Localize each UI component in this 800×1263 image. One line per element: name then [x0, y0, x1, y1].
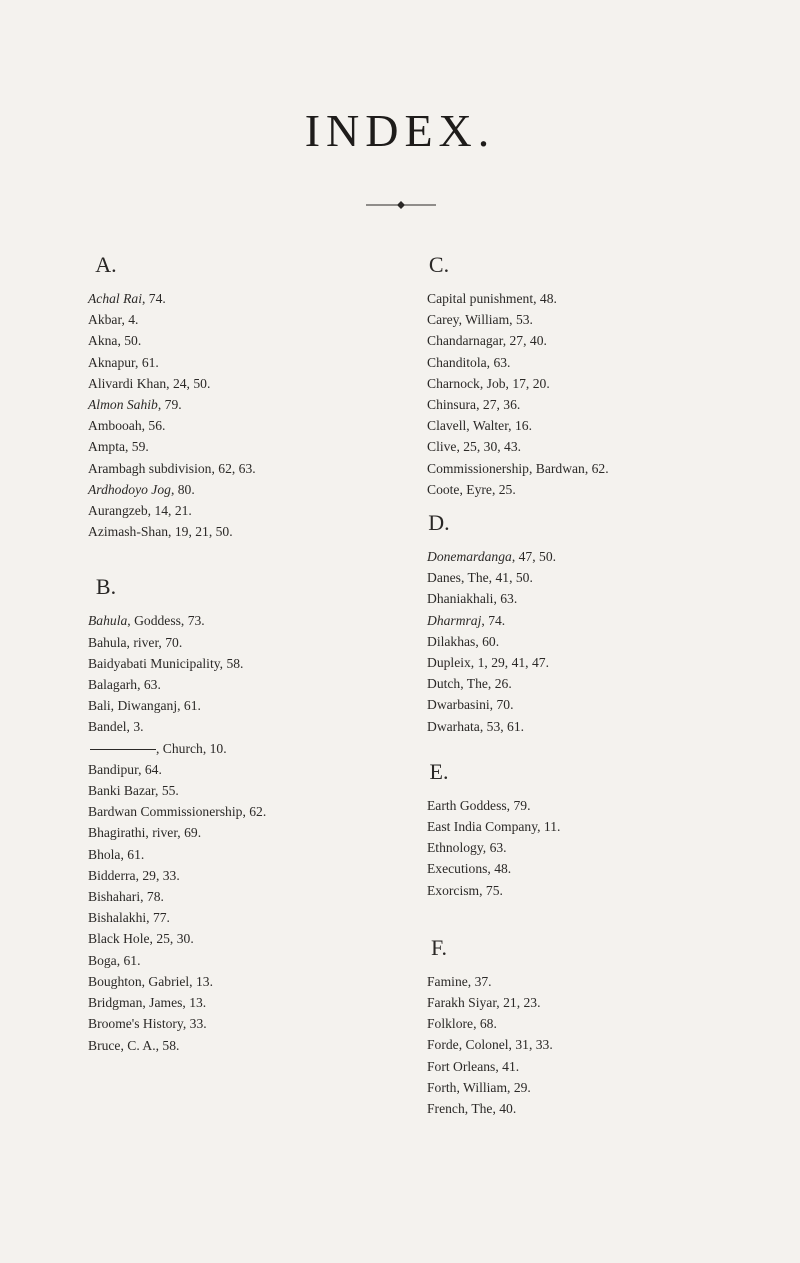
- index-entry: Ethnology, 63.: [427, 840, 507, 856]
- entry-pages: Diwanganj, 61.: [117, 698, 201, 714]
- entry-term: Dwarbasini: [427, 697, 490, 713]
- page-title: INDEX.: [304, 105, 496, 156]
- section-letter-e: E.: [429, 758, 449, 784]
- entry-term: Black Hole: [88, 931, 150, 947]
- section-f: [427, 933, 787, 1119]
- entry-term: Baidyabati Municipality: [88, 655, 220, 671]
- entry-term: Bruce: [88, 1037, 121, 1053]
- entry-term: Charnock: [427, 375, 480, 391]
- entry-term: Bali: [88, 698, 111, 714]
- section-a-entries: [88, 288, 448, 542]
- entry-pages: 64.: [144, 761, 162, 777]
- index-entry: Folklore, 68.: [427, 1016, 497, 1032]
- entry-term: Clive: [427, 439, 457, 455]
- entry-term: Akna: [88, 333, 118, 349]
- entry-term: Exorcism: [427, 882, 480, 898]
- index-entry: Aknapur, 61.: [88, 354, 159, 370]
- index-entry: Bandipur, 64.: [88, 761, 162, 777]
- entry-pages: The, 26.: [466, 676, 512, 692]
- section-a: [88, 250, 448, 542]
- entry-pages: 59.: [131, 439, 149, 455]
- entry-pages: 41.: [502, 1058, 520, 1074]
- index-entry: Donemardanga, 47, 50.: [427, 549, 557, 565]
- entry-term: Dilakhas: [427, 633, 476, 649]
- entry-pages: Goddess, 73.: [134, 613, 205, 629]
- index-entry: Boughton, Gabriel, 13.: [88, 973, 213, 989]
- entry-pages: 61.: [141, 354, 159, 370]
- index-entry: Chandarnagar, 27, 40.: [427, 333, 547, 349]
- index-entry: Alivardi Khan, 24, 50.: [88, 375, 211, 391]
- index-entry: Bandel, 3.: [88, 719, 144, 735]
- entry-pages: 33.: [189, 1016, 207, 1032]
- section-d: [427, 508, 787, 737]
- index-entry: Bishalakhi, 77.: [88, 910, 170, 926]
- entry-pages: 63.: [493, 354, 511, 370]
- index-entry: Fort Orleans, 41.: [427, 1058, 520, 1074]
- entry-pages: 21, 23.: [503, 995, 541, 1011]
- entry-pages: 24, 50.: [172, 375, 211, 391]
- index-entry: Bidderra, 29, 33.: [88, 867, 180, 883]
- section-letter-b: B.: [95, 574, 117, 600]
- index-entry: Dutch, The, 26.: [427, 676, 512, 692]
- entry-term: Forth: [427, 1079, 457, 1095]
- index-entry: Bahula, river, 70.: [88, 634, 183, 650]
- index-entry: Danes, The, 41, 50.: [427, 570, 533, 586]
- entry-pages: 68.: [479, 1016, 497, 1032]
- entry-term: Danes: [427, 570, 461, 586]
- right-index-column: [427, 250, 787, 1119]
- index-entry: Forth, William, 29.: [427, 1079, 531, 1095]
- entry-pages: 62, 63.: [218, 460, 256, 476]
- entry-pages: 78.: [146, 889, 164, 905]
- entry-pages: 74.: [488, 612, 506, 628]
- entry-pages: 79.: [513, 797, 531, 813]
- entry-term: Boga: [88, 952, 117, 968]
- entry-term: Almon Sahib: [88, 397, 158, 413]
- entry-pages: Eyre, 25.: [466, 481, 516, 497]
- entry-term: Ambooah: [88, 418, 142, 434]
- entry-term: Boughton: [88, 973, 142, 989]
- entry-pages: Walter, 16.: [472, 418, 532, 434]
- entry-pages: 63.: [500, 591, 518, 607]
- entry-term: Capital punishment: [427, 291, 534, 306]
- entry-term: Bandel: [88, 719, 127, 735]
- entry-pages: Colonel, 31, 33.: [465, 1037, 553, 1053]
- entry-pages: James, 13.: [149, 995, 207, 1011]
- entry-term: Farakh Siyar: [427, 995, 497, 1011]
- entry-term: Bahula: [88, 634, 127, 650]
- entry-term: Achal Rai: [88, 291, 142, 306]
- entry-pages: The, 40.: [471, 1101, 517, 1117]
- entry-pages: 63.: [489, 840, 507, 856]
- entry-term: Ardhodoyo Jog: [88, 481, 171, 497]
- index-entry: Dhaniakhali, 63.: [427, 591, 518, 607]
- entry-pages: William, 29.: [463, 1079, 531, 1095]
- entry-pages: 77.: [152, 910, 170, 926]
- section-e-entries: [427, 795, 787, 901]
- index-entry: Boga, 61.: [88, 952, 141, 968]
- entry-term: Chanditola: [427, 354, 487, 370]
- entry-pages: 56.: [148, 418, 166, 434]
- index-entry: Carey, William, 53.: [427, 312, 533, 328]
- entry-term: Ethnology: [427, 840, 483, 856]
- index-entry: Baidyabati Municipality, 58.: [88, 655, 244, 671]
- entry-term: Aknapur: [88, 354, 136, 370]
- index-entry: Clavell, Walter, 16.: [427, 418, 532, 434]
- index-entry: Chinsura, 27, 36.: [427, 397, 521, 413]
- entry-pages: 80.: [177, 481, 195, 497]
- entry-term: Bishahari: [88, 889, 141, 905]
- section-b-entries: [88, 610, 448, 1055]
- entry-pages: 29, 33.: [142, 867, 180, 883]
- entry-term: Alivardi Khan: [88, 375, 167, 391]
- section-f-entries: [427, 971, 787, 1119]
- entry-term: Famine: [427, 973, 468, 989]
- entry-pages: 47, 50.: [518, 549, 557, 565]
- index-entry: Bruce, C. A., 58.: [88, 1037, 180, 1053]
- index-entry: Bhagirathi, river, 69.: [88, 825, 202, 841]
- section-d-entries: [427, 546, 787, 737]
- entry-pages: Job, 17, 20.: [486, 375, 550, 391]
- entry-term: Dharmraj: [427, 612, 482, 628]
- entry-term: Bardwan Commissionership: [88, 804, 243, 820]
- entry-term: Bhola: [88, 846, 121, 862]
- entry-term: Bridgman: [88, 995, 143, 1011]
- index-entry: Arambagh subdivision, 62, 63.: [88, 460, 256, 476]
- index-entry: Dupleix, 1, 29, 41, 47.: [427, 655, 549, 671]
- section-letter-c: C.: [428, 252, 450, 277]
- index-entry: Black Hole, 25, 30.: [88, 931, 194, 947]
- entry-term: Fort Orleans: [427, 1058, 496, 1074]
- entry-pages: 25, 30.: [156, 931, 194, 947]
- entry-term: Clavell: [427, 418, 467, 434]
- entry-term: Coote: [427, 481, 460, 497]
- entry-term: French: [427, 1101, 465, 1117]
- entry-pages: 58.: [226, 655, 244, 671]
- section-b: [88, 572, 448, 1055]
- index-entry: Akbar, 4.: [88, 312, 139, 328]
- index-entry: East India Company, 11.: [427, 819, 561, 835]
- entry-term: Forde: [427, 1037, 459, 1053]
- entry-pages: Gabriel, 13.: [148, 973, 213, 989]
- entry-term: Balagarh: [88, 677, 138, 693]
- index-entry: Dharmraj, 74.: [427, 612, 506, 628]
- entry-pages: Bardwan, 62.: [535, 460, 609, 476]
- entry-pages: 60.: [482, 633, 500, 649]
- index-entry: Bahula, Goddess, 73.: [88, 613, 205, 629]
- left-index-column: [88, 250, 448, 1056]
- index-entry: Akna, 50.: [88, 333, 142, 349]
- index-entry: Ampta, 59.: [88, 439, 149, 455]
- entry-pages: 74.: [148, 291, 166, 306]
- entry-pages: 50.: [124, 333, 142, 349]
- entry-pages: river, 69.: [152, 825, 202, 841]
- index-entry: Banki Bazar, 55.: [88, 783, 179, 799]
- entry-pages: 61.: [127, 846, 145, 862]
- index-entry: Famine, 37.: [427, 973, 492, 989]
- index-entry: Azimash-Shan, 19, 21, 50.: [88, 524, 233, 540]
- entry-pages: C. A., 58.: [127, 1037, 180, 1053]
- entry-pages: 19, 21, 50.: [174, 524, 233, 540]
- index-entry: Achal Rai, 74.: [88, 291, 166, 306]
- entry-term: Aurangzeb: [88, 503, 148, 519]
- index-entry: Farakh Siyar, 21, 23.: [427, 995, 541, 1011]
- index-entry: Almon Sahib, 79.: [88, 397, 182, 413]
- diamond-rule-ornament: [366, 200, 436, 210]
- section-letter-f: F.: [431, 934, 447, 960]
- index-entry: Capital punishment, 48.: [427, 291, 557, 306]
- entry-term: Bhagirathi: [88, 825, 146, 841]
- index-entry: Bishahari, 78.: [88, 889, 164, 905]
- index-entry: Bridgman, James, 13.: [88, 995, 207, 1011]
- index-entry: Earth Goddess, 79.: [427, 797, 531, 813]
- entry-pages: 1, 29, 41, 47.: [477, 655, 549, 671]
- entry-pages: 48.: [494, 861, 512, 877]
- section-c-entries: [427, 288, 787, 500]
- index-entry: Commissionership, Bardwan, 62.: [427, 460, 609, 476]
- index-entry: Dwarhata, 53, 61.: [427, 718, 525, 734]
- entry-pages: Church, 10.: [162, 740, 227, 756]
- index-entry: Dilakhas, 60.: [427, 633, 500, 649]
- entry-term: Earth Goddess: [427, 797, 507, 813]
- entry-term: Chinsura: [427, 397, 477, 413]
- entry-term: Akbar: [88, 312, 122, 328]
- index-entry: , Church, 10.: [88, 738, 448, 759]
- section-letter-d: D.: [428, 510, 450, 536]
- entry-term: Carey: [427, 312, 459, 328]
- entry-pages: 27, 40.: [509, 333, 547, 349]
- entry-term: Folklore: [427, 1016, 474, 1032]
- entry-term: Bahula: [88, 613, 128, 629]
- entry-pages: 79.: [164, 397, 182, 413]
- entry-term: Bandipur: [88, 761, 139, 777]
- index-entry: Charnock, Job, 17, 20.: [427, 375, 550, 391]
- entry-term: Dwarhata: [427, 718, 480, 734]
- index-entry: Forde, Colonel, 31, 33.: [427, 1037, 553, 1053]
- entry-term: Ampta: [88, 439, 125, 455]
- entry-pages: river, 70.: [133, 634, 183, 650]
- entry-pages: 63.: [143, 677, 161, 693]
- index-entry: Bhola, 61.: [88, 846, 145, 862]
- section-c: [427, 250, 787, 500]
- index-entry: Executions, 48.: [427, 861, 512, 877]
- entry-pages: 25, 30, 43.: [463, 439, 522, 455]
- entry-pages: 11.: [543, 819, 561, 835]
- entry-term: Bishalakhi: [88, 910, 147, 926]
- entry-pages: 27, 36.: [482, 397, 521, 413]
- entry-term: Bidderra: [88, 867, 136, 883]
- entry-pages: 48.: [539, 291, 557, 306]
- entry-pages: 62.: [249, 804, 267, 820]
- entry-pages: 75.: [485, 882, 503, 898]
- entry-pages: William, 53.: [465, 312, 533, 328]
- index-entry: Broome's History, 33.: [88, 1016, 207, 1032]
- entry-term: Dupleix: [427, 655, 471, 671]
- section-letter-a: A.: [95, 252, 117, 277]
- index-entry: Dwarbasini, 70.: [427, 697, 514, 713]
- entry-pages: 14, 21.: [154, 503, 192, 519]
- index-entry: Chanditola, 63.: [427, 354, 511, 370]
- entry-pages: The, 41, 50.: [467, 570, 533, 586]
- index-entry: Clive, 25, 30, 43.: [427, 439, 522, 455]
- entry-term: Banki Bazar: [88, 783, 156, 799]
- index-entry: Coote, Eyre, 25.: [427, 481, 516, 497]
- entry-pages: 37.: [474, 973, 492, 989]
- entry-term: Arambagh subdivision: [88, 460, 212, 476]
- index-entry: Ardhodoyo Jog, 80.: [88, 481, 195, 497]
- entry-term: Donemardanga: [427, 549, 512, 565]
- entry-pages: 4.: [128, 312, 139, 328]
- entry-term: Dutch: [427, 676, 461, 692]
- index-entry: Exorcism, 75.: [427, 882, 503, 898]
- entry-term: Azimash-Shan: [88, 524, 169, 540]
- index-entry: Bali, Diwanganj, 61.: [88, 698, 201, 714]
- entry-term: Broome's History: [88, 1016, 183, 1032]
- entry-term: Chandarnagar: [427, 333, 503, 349]
- entry-pages: 53, 61.: [486, 718, 525, 734]
- ditto-dash: [90, 749, 156, 750]
- index-entry: Balagarh, 63.: [88, 677, 161, 693]
- entry-pages: 61.: [123, 952, 141, 968]
- entry-term: Commissionership: [427, 460, 529, 476]
- index-entry: Bardwan Commissionership, 62.: [88, 804, 267, 820]
- section-e: [427, 757, 787, 901]
- entry-pages: 70.: [496, 697, 514, 713]
- entry-term: Dhaniakhali: [427, 591, 494, 607]
- entry-term: East India Company: [427, 819, 538, 835]
- index-entry: Ambooah, 56.: [88, 418, 166, 434]
- index-entry: Aurangzeb, 14, 21.: [88, 503, 192, 519]
- entry-pages: 3.: [133, 719, 144, 735]
- index-entry: French, The, 40.: [427, 1101, 517, 1117]
- entry-pages: 55.: [161, 783, 179, 799]
- entry-term: Executions: [427, 861, 488, 877]
